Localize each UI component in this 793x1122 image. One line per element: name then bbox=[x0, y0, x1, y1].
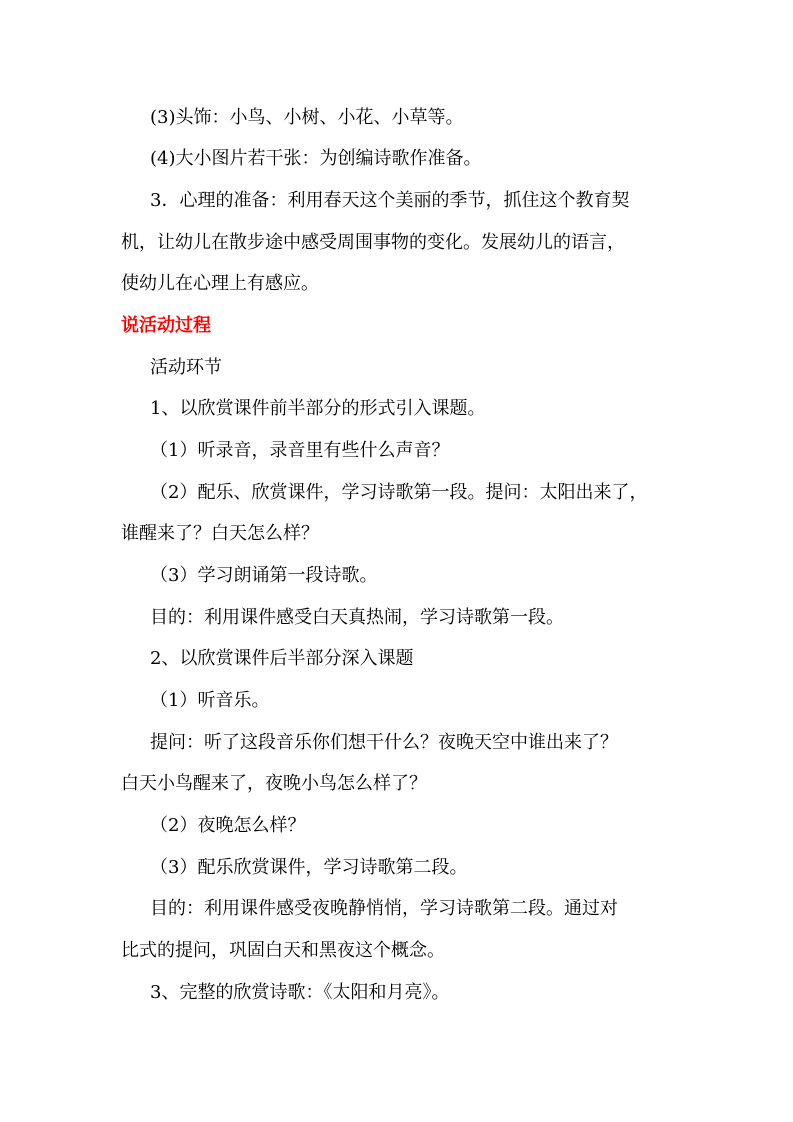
text-line: 比式的提问，巩固白天和黑夜这个概念。 bbox=[121, 940, 445, 961]
text-line: 活动环节 bbox=[150, 357, 222, 378]
text-line: 谁醒来了？白天怎么样？ bbox=[121, 523, 319, 544]
text-line: （1）听录音，录音里有些什么声音？ bbox=[150, 440, 450, 461]
text-line: (3)头饰：小鸟、小树、小花、小草等。 bbox=[150, 107, 464, 128]
text-line: （2）配乐、欣赏课件，学习诗歌第一段。提问：太阳出来了， bbox=[150, 482, 648, 503]
text-line: （2）夜晚怎么样？ bbox=[150, 815, 306, 836]
text-line: 目的：利用课件感受夜晚静悄悄，学习诗歌第二段。通过对 bbox=[150, 898, 618, 919]
text-line: （3）配乐欣赏课件，学习诗歌第二段。 bbox=[150, 857, 468, 878]
text-line: 1、以欣赏课件前半部分的形式引入课题。 bbox=[150, 398, 486, 419]
text-line: （1）听音乐。 bbox=[150, 690, 270, 711]
text-line: 目的：利用课件感受白天真热闹，学习诗歌第一段。 bbox=[150, 607, 564, 628]
text-line: 3．心理的准备：利用春天这个美丽的季节，抓住这个教育契 bbox=[150, 190, 630, 211]
text-line: 白天小鸟醒来了，夜晚小鸟怎么样了？ bbox=[121, 773, 427, 794]
text-line: （3）学习朗诵第一段诗歌。 bbox=[150, 565, 378, 586]
text-line: 使幼儿在心理上有感应。 bbox=[121, 273, 319, 294]
text-line: 3、完整的欣赏诗歌：《太阳和月亮》。 bbox=[150, 982, 450, 1003]
text-line: 2、以欣赏课件后半部分深入课题 bbox=[150, 648, 414, 669]
text-line: 提问：听了这段音乐你们想干什么？夜晚天空中谁出来了？ bbox=[150, 732, 618, 753]
section-heading: 说活动过程 bbox=[121, 315, 211, 336]
text-line: (4)大小图片若干张：为创编诗歌作准备。 bbox=[150, 148, 482, 169]
text-line: 机，让幼儿在散步途中感受周围事物的变化。发展幼儿的语言， bbox=[121, 232, 625, 253]
